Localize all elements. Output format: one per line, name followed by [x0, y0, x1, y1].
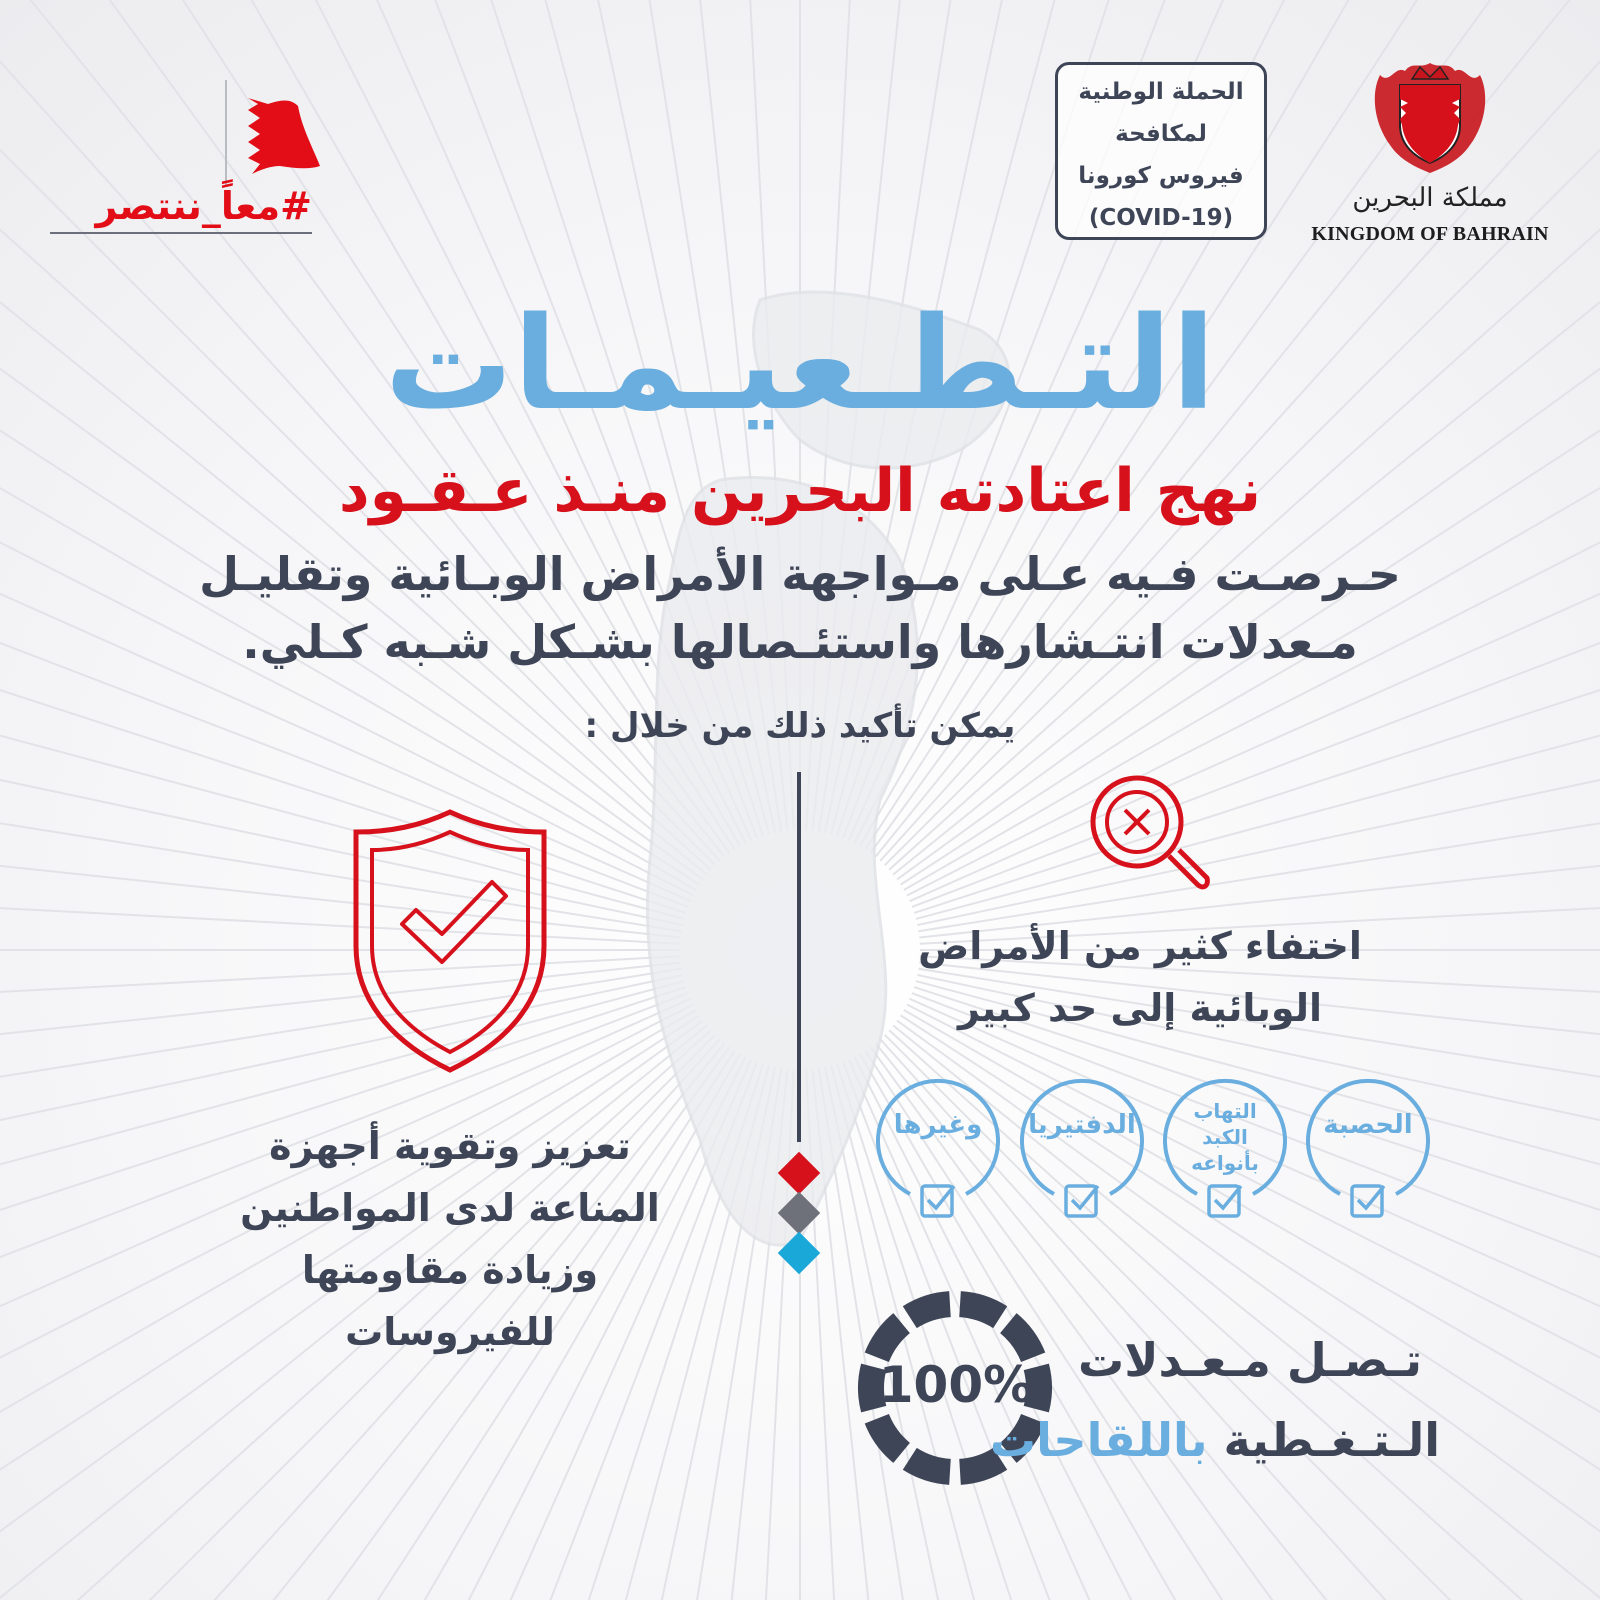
lead-text: يمكن تأكيد ذلك من خلال :	[584, 706, 1016, 746]
badge-label	[1167, 1098, 1283, 1176]
campaign-line-1: الحملة الوطنية	[1078, 79, 1244, 105]
coverage-ring-segment	[960, 1304, 1000, 1317]
immunity-text	[230, 1115, 670, 1363]
shield-check-icon	[350, 806, 550, 1076]
checkbox-icon	[1205, 1180, 1245, 1220]
coverage-ring-segment	[1008, 1323, 1033, 1357]
coverage-ring-segment	[910, 1459, 950, 1472]
coverage-text	[989, 1320, 1440, 1480]
campaign-line-3: فيروس كورونا	[1078, 163, 1244, 189]
coverage-ring-segment	[877, 1419, 902, 1453]
badge-measles	[1304, 1078, 1432, 1218]
checkbox-icon	[918, 1180, 958, 1220]
campaign-box	[1055, 62, 1267, 240]
center-divider	[797, 772, 801, 1142]
badge-label-line-3: بأنواعه	[1191, 1151, 1259, 1175]
disease-text	[900, 915, 1380, 1039]
hashtag-block	[50, 60, 320, 240]
intro-line-2: مـعدلات انتـشارها واستئـصالها بشـكل شـبه كـلي.	[242, 615, 1358, 669]
disease-text-line-2: الوبائية إلى حد كبير	[957, 986, 1322, 1030]
kingdom-english-name: KINGDOM OF BAHRAIN	[1311, 223, 1549, 245]
bahrain-emblem-icon	[1370, 55, 1490, 177]
coverage-value: 100%	[878, 1356, 1034, 1414]
kingdom-arabic-name: مملكة البحرين	[1352, 183, 1508, 213]
coverage-text-prefix: الـتـغـطية	[1207, 1413, 1440, 1467]
immunity-line-1: تعزيز وتقوية أجهزة	[269, 1124, 631, 1168]
kingdom-logo	[1300, 55, 1560, 255]
checkbox-icon	[1348, 1180, 1388, 1220]
badge-label-line-2: الكبد	[1202, 1125, 1248, 1149]
badge-label-line-1: التهاب	[1193, 1099, 1257, 1123]
immunity-line-2: المناعة لدى المواطنين	[240, 1186, 660, 1230]
badge-others	[874, 1078, 1002, 1218]
hashtag-text[interactable]: #معاً_ننتصر	[50, 182, 312, 234]
coverage-text-line-1: تـصـل مـعـدلات	[1077, 1333, 1423, 1387]
disease-text-line-1: اختفاء كثير من الأمراض	[918, 924, 1362, 968]
coverage-text-highlight: باللقاحات	[989, 1413, 1208, 1467]
magnifier-x-icon	[1085, 770, 1215, 900]
campaign-line-4: (COVID-19)	[1088, 205, 1234, 231]
immunity-line-4: للفيروسات	[345, 1310, 555, 1354]
badge-label: الحصبة	[1323, 1110, 1413, 1140]
badge-label: الدفتيريا	[1028, 1110, 1136, 1140]
subtitle: نهج اعتادته البحرين منـذ عـقـود	[338, 456, 1262, 526]
checkbox-icon	[1062, 1180, 1102, 1220]
badge-diphtheria	[1018, 1078, 1146, 1218]
badge-label: وغيرها	[893, 1110, 983, 1140]
intro-line-1: حـرصـت فـيه عـلى مـواجهة الأمراض الوبـائية وتقليـل	[199, 547, 1401, 601]
coverage-ring-segment	[910, 1304, 950, 1317]
main-title: التـطـعيـمـات	[384, 290, 1216, 439]
campaign-line-2: لمكافحة	[1115, 121, 1207, 147]
coverage-ring-segment	[877, 1323, 902, 1357]
coverage-text-line-2	[989, 1400, 1440, 1480]
intro-paragraph	[110, 540, 1490, 676]
immunity-line-3: وزيادة مقاومتها	[301, 1248, 599, 1292]
badge-hepatitis	[1161, 1078, 1289, 1218]
bahrain-flag-icon	[190, 78, 320, 188]
